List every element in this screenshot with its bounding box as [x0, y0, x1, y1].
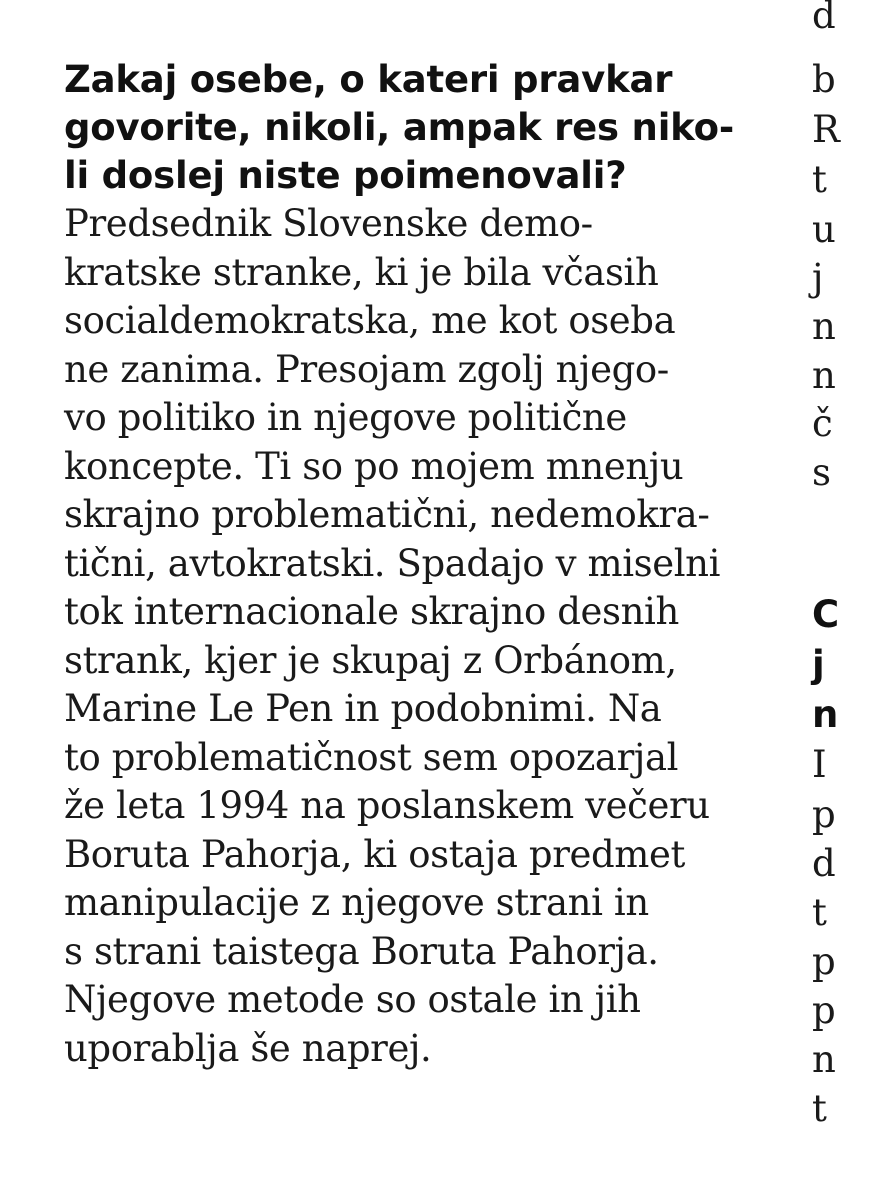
next-column-fragment: b — [812, 58, 836, 101]
interview-answer — [64, 200, 764, 1073]
next-column-fragment: n — [812, 1038, 836, 1081]
next-column-fragment: p — [812, 940, 836, 983]
answer-line: Marine Le Pen in podobnimi. Na — [64, 687, 662, 730]
interview-column — [64, 56, 764, 1073]
answer-line: Boruta Pahorja, ki ostaja predmet — [64, 832, 685, 876]
next-column-fragment: č — [812, 402, 833, 445]
answer-line: uporablja še naprej. — [64, 1026, 432, 1070]
answer-line: s strani taistega Boruta Pahorja. — [64, 929, 659, 973]
answer-line: Njegove metode so ostale in jih — [64, 978, 641, 1021]
answer-line: manipulacije z njegove strani in — [64, 881, 649, 924]
next-column-fragment: n — [812, 305, 836, 348]
answer-line: socialdemokratska, me kot oseba — [64, 299, 676, 342]
answer-line: tok internacionale skrajno desnih — [64, 590, 679, 633]
next-column-fragment: s — [812, 451, 831, 494]
answer-line: ne zanima. Presojam zgolj njego- — [64, 347, 669, 391]
next-column-fragment: n — [812, 354, 836, 397]
question-line: govorite, nikoli, ampak res niko- — [64, 106, 734, 149]
answer-line: že leta 1994 na poslanskem večeru — [64, 784, 710, 827]
next-column-fragment: p — [812, 989, 836, 1032]
next-column-fragment: u — [812, 208, 836, 251]
next-column-fragment: I — [812, 743, 827, 786]
next-column-fragment: d — [812, 842, 836, 885]
answer-line: koncepte. Ti so po mojem mnenju — [64, 444, 684, 488]
next-column-fragment: j — [812, 256, 824, 299]
answer-line: kratske stranke, ki je bila včasih — [64, 250, 659, 294]
answer-line: to problematičnost sem opozarjal — [64, 735, 679, 779]
next-column-fragment: t — [812, 158, 827, 201]
question-line: Zakaj osebe, o kateri pravkar — [64, 58, 673, 101]
answer-line: tični, avtokratski. Spadajo v miselni — [64, 541, 721, 585]
answer-line: skrajno problematični, nedemokra- — [64, 493, 710, 536]
next-column-heading-fragment: j — [812, 643, 825, 686]
next-column-heading-fragment: n — [812, 693, 839, 736]
answer-line: Predsednik Slovenske demo- — [64, 202, 593, 245]
question-line: li doslej niste poimenovali? — [64, 154, 627, 197]
next-column-fragment: d — [812, 0, 836, 37]
next-column-fragment: p — [812, 793, 836, 836]
next-column-heading-fragment: C — [812, 593, 840, 636]
answer-line: strank, kjer je skupaj z Orbánom, — [64, 638, 677, 682]
next-column-fragment: t — [812, 891, 827, 934]
answer-line: vo politiko in njegove politične — [64, 396, 627, 439]
interview-question — [64, 56, 764, 200]
next-column-fragment: t — [812, 1087, 827, 1130]
next-column-fragment: R — [812, 108, 840, 151]
